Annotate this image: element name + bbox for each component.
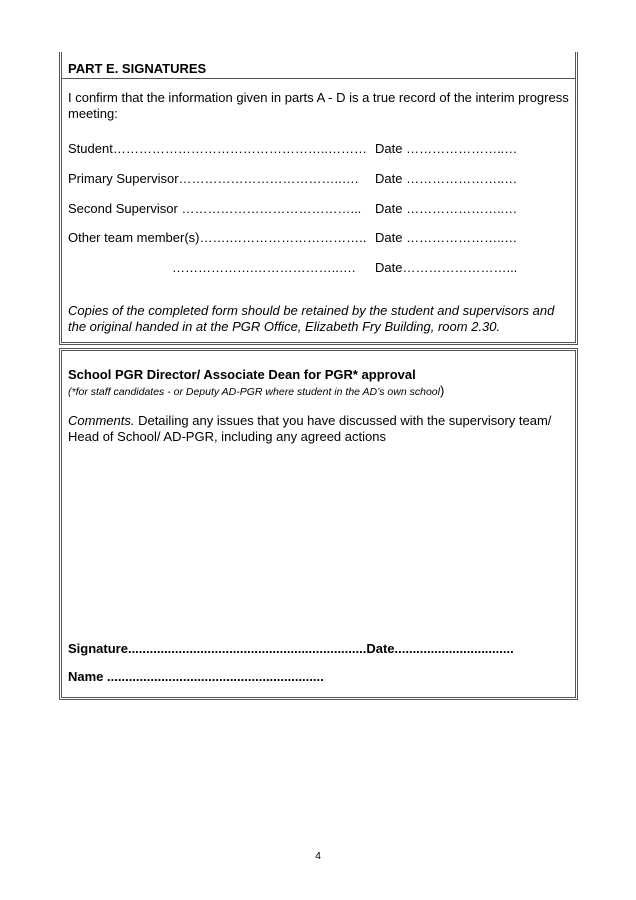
second-supervisor-line: Second Supervisor …………………………………... <box>68 201 362 216</box>
approval-section <box>59 348 578 700</box>
primary-supervisor-date-line: Date …………………..… <box>375 171 518 186</box>
second-supervisor-date-line: Date …………………..… <box>375 201 518 216</box>
comments-label: Comments. <box>68 413 135 428</box>
other-team-member-line: Other team member(s)…….………………………….. <box>68 230 367 245</box>
other-team-member-date-line: Date …………………..… <box>375 230 518 245</box>
confirm-text: I confirm that the information given in parts A - D is a true record of the interim progress meeting: <box>68 90 569 121</box>
signature-date-line: Signature..................................................................Date................................. <box>68 641 514 656</box>
student-signature-line: Student…………………………………………..……… <box>68 141 368 156</box>
primary-supervisor-line: Primary Supervisor………………………………..…. <box>68 171 359 186</box>
name-line: Name ............................................................ <box>68 669 324 684</box>
approval-heading: School PGR Director/ Associate Dean for PGR* approval <box>68 367 416 382</box>
student-date-line: Date …………………..… <box>375 141 518 156</box>
section-heading: PART E. SIGNATURES <box>62 55 575 79</box>
page-number: 4 <box>315 850 321 862</box>
extra-signature-line: ……………….………………..…. <box>172 260 356 275</box>
extra-date-line: Date……………………... <box>375 260 518 275</box>
copies-note: Copies of the completed form should be retained by the student and supervisors and the original handed in at the PGR Office, Elizabeth Fry Building, room 2.30. <box>68 303 555 334</box>
approval-footnote <box>68 383 444 400</box>
signatures-section <box>59 55 578 345</box>
approval-footnote-text: (*for staff candidates - or Deputy AD-PGR where student in the AD’s own school <box>68 386 440 398</box>
approval-footnote-close: ) <box>439 383 445 398</box>
comments-text: Detailing any issues that you have discussed with the supervisory team/ Head of School/ AD-PGR, including any agreed actions <box>68 413 552 444</box>
comments-paragraph <box>68 413 568 445</box>
